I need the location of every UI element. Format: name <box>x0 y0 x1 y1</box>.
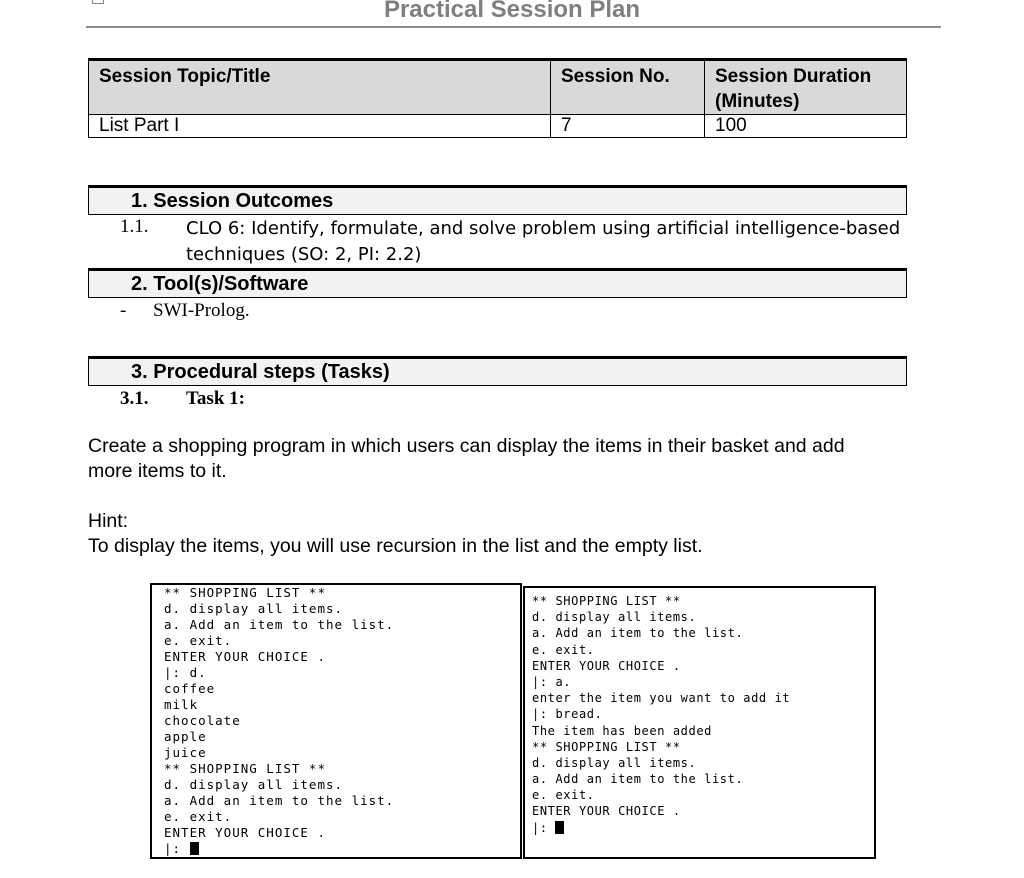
terminal-line: d. display all items. <box>164 777 344 792</box>
hint-label: Hint: <box>88 510 129 532</box>
task-description-line2: more items to it. <box>88 460 227 482</box>
terminal-line: |: bread. <box>532 707 603 722</box>
section-tools-label: 2. Tool(s)/Software <box>131 273 309 295</box>
tool-item: SWI-Prolog. <box>153 300 250 321</box>
task-number: 3.1. <box>120 388 149 409</box>
terminal-line: a. Add an item to the list. <box>164 793 395 808</box>
table-header-row <box>89 60 907 115</box>
page-title: Practical Session Plan <box>383 0 641 23</box>
terminal-line: ENTER YOUR CHOICE . <box>164 649 326 664</box>
terminal-line: ENTER YOUR CHOICE . <box>164 825 326 840</box>
outcome-number: 1.1. <box>120 216 149 237</box>
terminal-line: juice <box>164 745 207 760</box>
header-session-no: Session No. <box>551 60 705 115</box>
section-outcomes-heading <box>88 185 907 215</box>
terminal-line: |: a. <box>532 674 572 689</box>
terminal-line: chocolate <box>164 713 241 728</box>
terminal-line: a. Add an item to the list. <box>532 626 744 641</box>
hint-block <box>88 509 958 559</box>
cell-topic: List Part I <box>89 115 551 138</box>
terminal-line: e. exit. <box>164 809 233 824</box>
section-procedure-heading <box>88 356 907 386</box>
terminal-line: apple <box>164 729 207 744</box>
outcome-text-line2: techniques (SO: 2, PI: 2.2) <box>186 244 422 265</box>
cursor-block-icon <box>190 842 199 855</box>
terminal-line: coffee <box>164 681 216 696</box>
terminal-line: |: <box>164 841 520 857</box>
hint-text: To display the items, you will use recursion in the list and the empty list. <box>88 535 703 557</box>
terminal-line: ENTER YOUR CHOICE . <box>532 804 681 819</box>
section-tools-heading <box>88 268 907 298</box>
terminal-line: d. display all items. <box>532 755 697 770</box>
terminal-line: enter the item you want to add it <box>532 691 791 706</box>
terminal-line: |: d. <box>164 665 207 680</box>
table-row <box>89 115 907 138</box>
cell-session-no: 7 <box>551 115 705 138</box>
header-topic: Session Topic/Title <box>89 60 551 115</box>
task-description <box>88 434 958 484</box>
tool-bullet: - <box>120 300 127 321</box>
terminal-line: e. exit. <box>164 633 233 648</box>
terminal-line: ** SHOPPING LIST ** <box>532 594 681 608</box>
terminal-line: ** SHOPPING LIST ** <box>164 585 326 600</box>
terminal-line: The item has been added <box>532 723 712 738</box>
section-procedure-label: 3. Procedural steps (Tasks) <box>131 361 390 383</box>
title-divider <box>86 26 941 28</box>
outcome-text <box>186 216 906 268</box>
session-info-table <box>88 58 907 138</box>
terminal-line: ENTER YOUR CHOICE . <box>532 658 681 673</box>
terminal-line: a. Add an item to the list. <box>532 772 744 787</box>
task-title: Task 1: <box>186 388 245 409</box>
terminal-line: ** SHOPPING LIST ** <box>164 761 326 776</box>
terminal-line: e. exit. <box>532 642 595 657</box>
cursor-block-icon <box>555 821 564 834</box>
terminal-line: a. Add an item to the list. <box>164 617 395 632</box>
outcome-text-line1: CLO 6: Identify, formulate, and solve problem using artificial intelligence-based <box>186 218 901 239</box>
terminal-line: ** SHOPPING LIST ** <box>532 739 681 754</box>
terminal-output-left <box>150 583 522 859</box>
task-description-line1: Create a shopping program in which users can display the items in their basket and add <box>88 435 845 457</box>
terminal-output-right <box>523 586 876 859</box>
terminal-line: milk <box>164 697 199 712</box>
terminal-line: |: <box>532 820 874 836</box>
section-outcomes-label: 1. Session Outcomes <box>131 190 334 212</box>
terminal-line: d. display all items. <box>532 610 697 625</box>
terminal-line: e. exit. <box>532 788 595 803</box>
terminal-line: d. display all items. <box>164 601 344 616</box>
cell-duration: 100 <box>705 115 907 138</box>
header-duration: Session Duration (Minutes) <box>705 60 907 115</box>
